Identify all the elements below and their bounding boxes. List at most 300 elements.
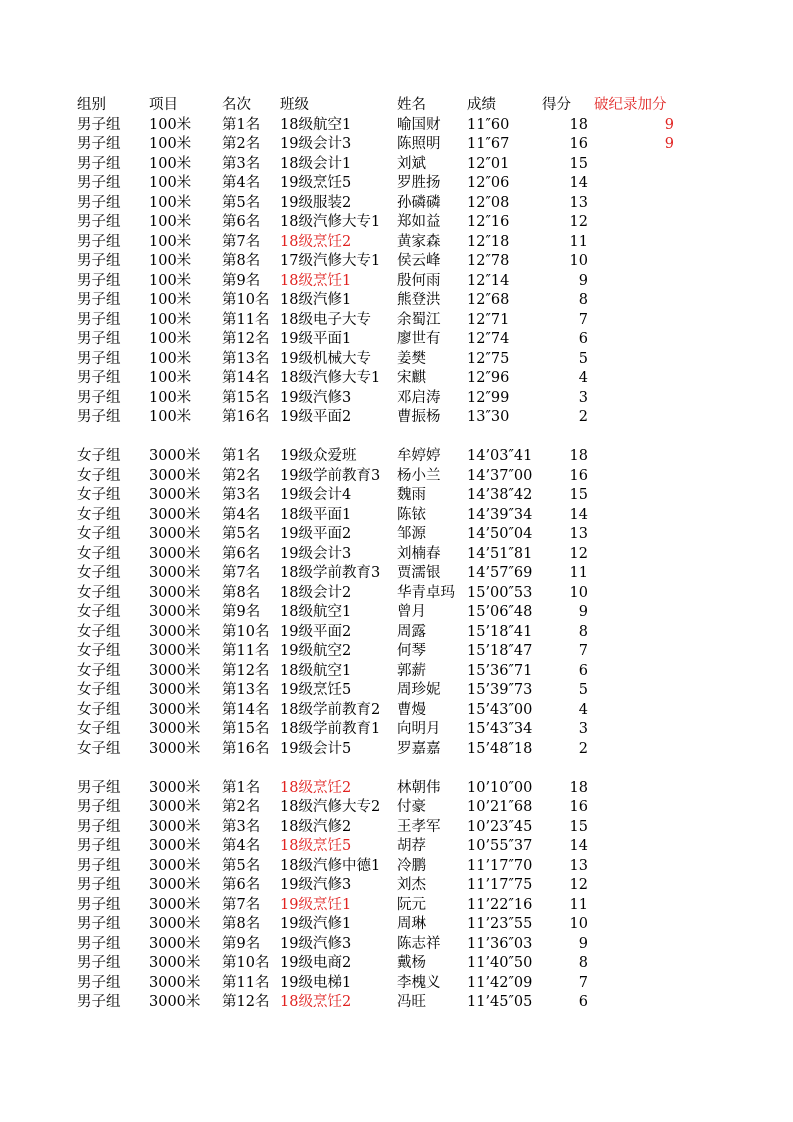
cell-event: 3000米 (149, 916, 201, 932)
cell-group: 女子组 (77, 545, 121, 562)
cell-result: 13″30 (467, 409, 510, 425)
cell-name: 熊登洪 (397, 292, 441, 308)
cell-score: 18 (569, 448, 588, 464)
table-row (0, 896, 793, 916)
cell-group: 男子组 (77, 955, 121, 971)
cell-score: 9 (578, 272, 588, 289)
cell-class: 19级汽修1 (280, 916, 352, 932)
cell-group: 女子组 (77, 604, 121, 620)
cell-rank: 第3名 (222, 487, 261, 503)
cell-event: 3000米 (149, 545, 201, 562)
cell-group: 女子组 (77, 448, 121, 464)
cell-group: 女子组 (77, 565, 121, 581)
cell-name: 林朝伟 (397, 779, 441, 796)
cell-group: 男子组 (77, 389, 121, 406)
cell-event: 3000米 (149, 682, 201, 698)
cell-event: 3000米 (149, 779, 201, 796)
cell-class: 19级汽修3 (280, 389, 352, 406)
cell-result: 11’45″05 (467, 994, 533, 1010)
cell-class: 18级汽修大专1 (280, 214, 381, 230)
cell-event: 3000米 (149, 857, 201, 874)
cell-rank: 第5名 (222, 857, 261, 874)
cell-class: 18级航空1 (280, 116, 352, 133)
cell-group: 男子组 (77, 799, 121, 815)
cell-result: 15’48″18 (467, 740, 533, 757)
cell-event: 100米 (149, 116, 192, 133)
cell-score: 10 (569, 584, 588, 601)
table-row (0, 779, 793, 799)
table-row (0, 311, 793, 331)
cell-score: 2 (578, 409, 588, 425)
header-result: 成绩 (467, 97, 496, 113)
cell-result: 10’23″45 (467, 818, 533, 835)
table-row (0, 662, 793, 682)
cell-rank: 第3名 (222, 155, 261, 172)
cell-result: 12″08 (467, 194, 510, 211)
cell-rank: 第11名 (222, 643, 270, 659)
table-row (0, 525, 793, 545)
table-row (0, 369, 793, 389)
cell-class: 19级汽修3 (280, 877, 352, 893)
cell-name: 冯旺 (397, 994, 426, 1010)
cell-event: 100米 (149, 292, 192, 308)
cell-rank: 第1名 (222, 448, 261, 464)
cell-name: 付豪 (397, 799, 426, 815)
cell-class: 18级烹饪5 (280, 838, 352, 854)
table-row (0, 935, 793, 955)
table-row (0, 818, 793, 838)
cell-class: 19级烹饪5 (280, 682, 352, 698)
cell-event: 100米 (149, 311, 192, 328)
cell-score: 18 (569, 779, 588, 796)
cell-event: 100米 (149, 214, 192, 230)
cell-group: 男子组 (77, 916, 121, 932)
cell-group: 女子组 (77, 740, 121, 757)
cell-class: 18级汽修1 (280, 292, 352, 308)
table-row (0, 389, 793, 409)
cell-rank: 第4名 (222, 175, 261, 191)
cell-class: 18级航空1 (280, 604, 352, 620)
cell-event: 100米 (149, 370, 192, 386)
cell-score: 16 (569, 799, 588, 815)
cell-result: 14’39″34 (467, 506, 533, 523)
cell-rank: 第1名 (222, 116, 261, 133)
cell-name: 魏雨 (397, 487, 426, 503)
cell-name: 罗嘉嘉 (397, 740, 441, 757)
cell-score: 4 (578, 370, 588, 386)
cell-event: 100米 (149, 331, 192, 347)
cell-group: 男子组 (77, 857, 121, 874)
cell-name: 向明月 (397, 721, 441, 737)
section-gap (0, 759, 793, 779)
cell-name: 周露 (397, 623, 426, 640)
cell-group: 男子组 (77, 896, 121, 913)
cell-name: 刘斌 (397, 155, 426, 172)
cell-name: 姜樊 (397, 350, 426, 367)
table-row (0, 194, 793, 214)
cell-group: 男子组 (77, 370, 121, 386)
results-sheet (0, 96, 793, 1013)
cell-class: 18级汽修中德1 (280, 857, 381, 874)
cell-score: 4 (578, 701, 588, 718)
cell-result: 14’51″81 (467, 545, 533, 562)
cell-rank: 第7名 (222, 565, 261, 581)
cell-group: 男子组 (77, 974, 121, 991)
cell-group: 男子组 (77, 155, 121, 172)
cell-result: 11’17″70 (467, 857, 533, 874)
cell-name: 陈照明 (397, 136, 441, 152)
cell-group: 男子组 (77, 214, 121, 230)
cell-score: 12 (569, 877, 588, 893)
cell-result: 12″16 (467, 214, 510, 230)
cell-score: 5 (578, 350, 588, 367)
table-row (0, 837, 793, 857)
cell-name: 冷鹏 (397, 857, 426, 874)
cell-score: 6 (578, 994, 588, 1010)
table-row (0, 233, 793, 253)
cell-name: 牟婷婷 (397, 448, 441, 464)
section-gap (0, 428, 793, 448)
cell-rank: 第5名 (222, 526, 261, 542)
cell-class: 19级服装2 (280, 194, 352, 211)
cell-group: 女子组 (77, 526, 121, 542)
cell-event: 3000米 (149, 467, 201, 484)
cell-event: 100米 (149, 409, 192, 425)
cell-class: 19级会计3 (280, 136, 352, 152)
cell-group: 男子组 (77, 779, 121, 796)
cell-event: 3000米 (149, 799, 201, 815)
cell-score: 8 (578, 292, 588, 308)
cell-event: 100米 (149, 175, 192, 191)
cell-name: 李槐义 (397, 974, 441, 991)
cell-group: 男子组 (77, 194, 121, 211)
cell-event: 3000米 (149, 994, 201, 1010)
cell-group: 男子组 (77, 818, 121, 835)
cell-result: 15’18″41 (467, 623, 533, 640)
table-row (0, 798, 793, 818)
cell-rank: 第15名 (222, 721, 270, 737)
cell-name: 殷何雨 (397, 272, 441, 289)
cell-result: 11’22″16 (467, 896, 533, 913)
cell-name: 何琴 (397, 643, 426, 659)
cell-event: 3000米 (149, 526, 201, 542)
cell-rank: 第8名 (222, 916, 261, 932)
cell-event: 3000米 (149, 955, 201, 971)
cell-class: 19级机械大专 (280, 350, 371, 367)
cell-result: 12″01 (467, 155, 510, 172)
cell-event: 3000米 (149, 740, 201, 757)
cell-class: 19级平面2 (280, 623, 352, 640)
cell-name: 喻国财 (397, 116, 441, 133)
cell-name: 王孝军 (397, 818, 441, 835)
cell-class: 18级学前教育2 (280, 701, 381, 718)
table-row (0, 447, 793, 467)
cell-name: 邓启涛 (397, 389, 441, 406)
cell-group: 男子组 (77, 935, 121, 952)
cell-rank: 第3名 (222, 818, 261, 835)
cell-group: 男子组 (77, 331, 121, 347)
cell-result: 12″06 (467, 175, 510, 191)
cell-name: 胡荐 (397, 838, 426, 854)
cell-name: 宋麒 (397, 370, 426, 386)
cell-class: 19级烹饪1 (280, 896, 352, 913)
cell-rank: 第6名 (222, 214, 261, 230)
cell-class: 18级烹饪1 (280, 272, 352, 289)
cell-event: 100米 (149, 136, 192, 152)
table-row (0, 155, 793, 175)
cell-score: 16 (569, 136, 588, 152)
cell-bonus: 9 (664, 136, 674, 152)
table-row (0, 720, 793, 740)
table-row (0, 642, 793, 662)
cell-group: 男子组 (77, 838, 121, 854)
cell-name: 杨小兰 (397, 467, 441, 484)
cell-rank: 第4名 (222, 506, 261, 523)
cell-score: 6 (578, 331, 588, 347)
cell-name: 周琳 (397, 916, 426, 932)
cell-name: 黄家森 (397, 233, 441, 250)
table-row (0, 486, 793, 506)
cell-result: 15’36″71 (467, 662, 533, 679)
cell-result: 12″96 (467, 370, 510, 386)
cell-result: 10’55″37 (467, 838, 533, 854)
cell-event: 100米 (149, 155, 192, 172)
table-row (0, 623, 793, 643)
cell-result: 12″74 (467, 331, 510, 347)
cell-name: 罗胜扬 (397, 175, 441, 191)
cell-result: 10’21″68 (467, 799, 533, 815)
cell-event: 3000米 (149, 896, 201, 913)
cell-group: 女子组 (77, 721, 121, 737)
cell-result: 14’37″00 (467, 467, 533, 484)
cell-score: 16 (569, 467, 588, 484)
cell-score: 8 (578, 623, 588, 640)
cell-name: 郑如益 (397, 214, 441, 230)
cell-class: 19级众爱班 (280, 448, 357, 464)
table-row (0, 116, 793, 136)
cell-name: 陈铱 (397, 506, 426, 523)
cell-event: 3000米 (149, 701, 201, 718)
cell-class: 18级学前教育1 (280, 721, 381, 737)
cell-score: 11 (569, 565, 588, 581)
cell-name: 孙磷磷 (397, 194, 441, 211)
header-group: 组别 (77, 97, 106, 113)
table-row (0, 564, 793, 584)
cell-result: 12″14 (467, 272, 510, 289)
cell-score: 14 (569, 175, 588, 191)
cell-rank: 第12名 (222, 331, 270, 347)
cell-rank: 第10名 (222, 292, 270, 308)
cell-rank: 第10名 (222, 955, 270, 971)
cell-name: 曾月 (397, 604, 426, 620)
cell-event: 3000米 (149, 662, 201, 679)
cell-class: 19级学前教育3 (280, 467, 381, 484)
cell-event: 3000米 (149, 487, 201, 503)
cell-result: 14’57″69 (467, 565, 533, 581)
cell-result: 15’43″34 (467, 721, 533, 737)
cell-group: 男子组 (77, 994, 121, 1010)
cell-event: 3000米 (149, 838, 201, 854)
header-score: 得分 (542, 97, 571, 113)
cell-score: 12 (569, 545, 588, 562)
cell-result: 12″78 (467, 253, 510, 269)
cell-score: 14 (569, 838, 588, 854)
cell-rank: 第9名 (222, 935, 261, 952)
cell-rank: 第8名 (222, 584, 261, 601)
cell-class: 19级烹饪5 (280, 175, 352, 191)
cell-bonus: 9 (664, 116, 674, 133)
cell-score: 15 (569, 818, 588, 835)
cell-name: 刘楠春 (397, 545, 441, 562)
cell-rank: 第11名 (222, 974, 270, 991)
cell-score: 18 (569, 116, 588, 133)
table-row (0, 876, 793, 896)
cell-class: 19级平面1 (280, 331, 352, 347)
cell-rank: 第7名 (222, 233, 261, 250)
cell-score: 15 (569, 487, 588, 503)
cell-event: 3000米 (149, 448, 201, 464)
table-row (0, 272, 793, 292)
cell-group: 女子组 (77, 623, 121, 640)
cell-rank: 第13名 (222, 682, 270, 698)
cell-event: 3000米 (149, 935, 201, 952)
cell-name: 廖世有 (397, 331, 441, 347)
cell-class: 18级会计1 (280, 155, 352, 172)
cell-rank: 第9名 (222, 604, 261, 620)
cell-event: 100米 (149, 253, 192, 269)
cell-score: 9 (578, 604, 588, 620)
cell-group: 男子组 (77, 233, 121, 250)
cell-group: 男子组 (77, 175, 121, 191)
cell-rank: 第2名 (222, 467, 261, 484)
cell-result: 15’39″73 (467, 682, 533, 698)
table-row (0, 408, 793, 428)
cell-class: 19级汽修3 (280, 935, 352, 952)
cell-result: 15’43″00 (467, 701, 533, 718)
cell-name: 余蜀江 (397, 311, 441, 328)
cell-event: 3000米 (149, 721, 201, 737)
cell-rank: 第7名 (222, 896, 261, 913)
cell-group: 女子组 (77, 682, 121, 698)
cell-class: 19级会计4 (280, 487, 352, 503)
cell-class: 19级航空2 (280, 643, 352, 659)
header-class: 班级 (280, 97, 309, 113)
cell-class: 19级会计3 (280, 545, 352, 562)
table-row (0, 174, 793, 194)
cell-group: 女子组 (77, 584, 121, 601)
table-row (0, 603, 793, 623)
cell-event: 3000米 (149, 506, 201, 523)
cell-name: 贾濡银 (397, 565, 441, 581)
cell-result: 11’23″55 (467, 916, 533, 932)
cell-score: 7 (578, 974, 588, 991)
table-row (0, 915, 793, 935)
cell-class: 18级航空1 (280, 662, 352, 679)
cell-score: 3 (578, 389, 588, 406)
cell-class: 17级汽修大专1 (280, 253, 381, 269)
cell-class: 19级会计5 (280, 740, 352, 757)
cell-score: 14 (569, 506, 588, 523)
cell-result: 12″18 (467, 233, 510, 250)
cell-event: 100米 (149, 194, 192, 211)
cell-rank: 第2名 (222, 136, 261, 152)
cell-result: 14’38″42 (467, 487, 533, 503)
cell-event: 100米 (149, 350, 192, 367)
cell-score: 11 (569, 233, 588, 250)
cell-rank: 第14名 (222, 701, 270, 718)
cell-result: 11’42″09 (467, 974, 533, 991)
header-rank: 名次 (222, 97, 251, 113)
header-name: 姓名 (397, 97, 426, 113)
cell-rank: 第2名 (222, 799, 261, 815)
cell-event: 3000米 (149, 877, 201, 893)
cell-group: 女子组 (77, 643, 121, 659)
cell-group: 男子组 (77, 116, 121, 133)
cell-name: 刘杰 (397, 877, 426, 893)
cell-name: 华青卓玛 (397, 584, 455, 601)
cell-result: 15’06″48 (467, 604, 533, 620)
cell-score: 8 (578, 955, 588, 971)
cell-group: 男子组 (77, 272, 121, 289)
table-row (0, 740, 793, 760)
cell-group: 男子组 (77, 877, 121, 893)
table-row (0, 701, 793, 721)
cell-score: 11 (569, 896, 588, 913)
cell-name: 戴杨 (397, 955, 426, 971)
cell-event: 3000米 (149, 623, 201, 640)
cell-class: 18级烹饪2 (280, 233, 352, 250)
cell-class: 19级平面2 (280, 409, 352, 425)
table-row (0, 291, 793, 311)
cell-rank: 第10名 (222, 623, 270, 640)
cell-group: 男子组 (77, 253, 121, 269)
cell-rank: 第11名 (222, 311, 270, 328)
cell-rank: 第6名 (222, 545, 261, 562)
cell-score: 15 (569, 155, 588, 172)
table-row (0, 993, 793, 1013)
cell-name: 侯云峰 (397, 253, 441, 269)
header-bonus: 破纪录加分 (594, 97, 667, 113)
table-row (0, 545, 793, 565)
cell-rank: 第1名 (222, 779, 261, 796)
cell-class: 19级电商2 (280, 955, 352, 971)
cell-class: 18级汽修大专1 (280, 370, 381, 386)
cell-result: 11’40″50 (467, 955, 533, 971)
cell-score: 10 (569, 916, 588, 932)
table-row (0, 974, 793, 994)
cell-rank: 第8名 (222, 253, 261, 269)
cell-score: 3 (578, 721, 588, 737)
cell-event: 3000米 (149, 818, 201, 835)
header-row (0, 96, 793, 116)
cell-result: 15’00″53 (467, 584, 533, 601)
table-row (0, 330, 793, 350)
cell-name: 曹振杨 (397, 409, 441, 425)
cell-result: 11″60 (467, 116, 510, 133)
cell-name: 阮元 (397, 896, 426, 913)
cell-group: 女子组 (77, 467, 121, 484)
cell-name: 邹源 (397, 526, 426, 542)
cell-rank: 第16名 (222, 409, 270, 425)
cell-class: 18级学前教育3 (280, 565, 381, 581)
cell-event: 3000米 (149, 974, 201, 991)
cell-event: 3000米 (149, 604, 201, 620)
cell-group: 女子组 (77, 662, 121, 679)
cell-class: 18级汽修大专2 (280, 799, 381, 815)
cell-class: 18级汽修2 (280, 818, 352, 835)
table-row (0, 252, 793, 272)
cell-rank: 第12名 (222, 994, 270, 1010)
